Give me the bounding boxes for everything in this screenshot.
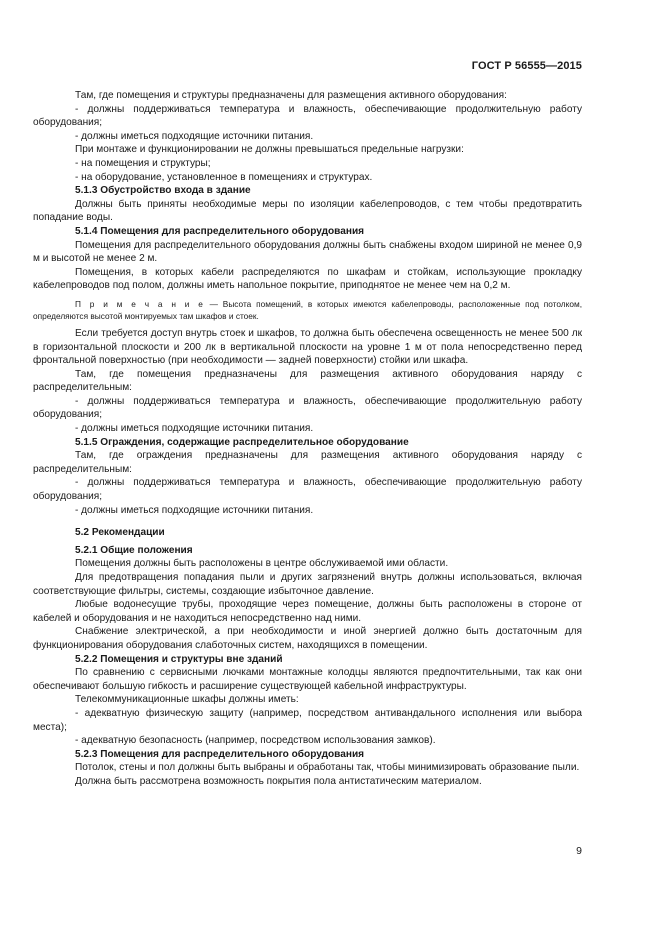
section-heading-5-2-3: 5.2.3 Помещения для распределительного оборудования [75, 748, 365, 760]
paragraph: Должны быть приняты необходимые меры по изоляции кабелепроводов, с тем чтобы предотвратить попадание воды. [33, 198, 582, 224]
paragraph: Там, где ограждения предназначены для размещения активного оборудования наряду с распределительным: [33, 450, 582, 475]
paragraph: При монтаже и функционировании не должны превышаться предельные нагрузки: [75, 144, 464, 156]
page-number: 9 [576, 845, 582, 857]
list-item: - должны иметься подходящие источники питания. [75, 423, 314, 435]
standard-number: ГОСТ Р 56555—2015 [471, 60, 582, 72]
section-heading-5-2: 5.2 Рекомендации [75, 527, 165, 539]
list-item: - должны иметься подходящие источники питания. [75, 130, 314, 142]
paragraph: Помещения для распределительного оборудования должны быть снабжены входом шириной не менее 0,9 м и высотой не менее 2 м. [33, 239, 582, 265]
paragraph: Помещения, в которых кабели распределяются по шкафам и стойкам, использующие прокладку кабелепроводов под полом, должны иметь напольное покрытие, приподнятое не менее чем на 0,2 м. [33, 266, 582, 292]
document-body [33, 89, 582, 789]
section-heading-5-1-4: 5.1.4 Помещения для распределительного оборудования [75, 225, 365, 237]
paragraph: Любые водонесущие трубы, проходящие через помещение, должны быть расположены в стороне от кабелей и оборудования и не находиться непосредственно над ними. [33, 599, 582, 624]
paragraph: Снабжение электрической, а при необходимости и иной энергией должно быть достаточным для функционирования оборудования слаботочных систем, находящихся в помещении. [33, 626, 582, 651]
note-label: П р и м е ч а н и е [75, 298, 205, 309]
section-heading-5-1-5: 5.1.5 Ограждения, содержащие распределительное оборудование [75, 436, 409, 448]
list-item: - на помещения и структуры; [75, 157, 211, 169]
section-heading-5-2-1: 5.2.1 Общие положения [75, 544, 193, 556]
paragraph: Телекоммуникационные шкафы должны иметь: [75, 694, 299, 706]
list-item: - адекватную физическую защиту (например, посредством антивандального исполнения или выбора места); [33, 707, 582, 733]
paragraph: Должна быть рассмотрена возможность покрытия пола антистатическим материалом. [75, 775, 482, 787]
list-item: - должны поддерживаться температура и влажность, обеспечивающие продолжительную работу оборудования; [33, 103, 582, 129]
paragraph: Потолок, стены и пол должны быть выбраны и обработаны так, чтобы минимизировать образование пыли. [75, 762, 580, 774]
list-item: - должны поддерживаться температура и влажность, обеспечивающие продолжительную работу оборудования; [33, 477, 582, 503]
paragraph: Там, где помещения и структуры предназначены для размещения активного оборудования: [75, 90, 507, 101]
note [33, 298, 582, 322]
section-heading-5-2-2: 5.2.2 Помещения и структуры вне зданий [75, 653, 283, 665]
list-item: - должны иметься подходящие источники питания. [75, 504, 314, 516]
paragraph: Там, где помещения предназначены для размещения активного оборудования наряду с распределительным: [33, 368, 582, 394]
list-item: - адекватную безопасность (например, посредством использования замков). [75, 735, 436, 747]
paragraph: По сравнению с сервисными лючками монтажные колодцы являются предпочтительными, так как они обеспечивают большую гибкость и расширение существующей кабельной инфраструктуры. [33, 667, 582, 692]
note-text: — Высота помещений, в которых имеются кабелепроводы, расположенные под потолком, определяются высотой монтируемых там шкафов и стоек. [33, 298, 582, 321]
section-heading-5-1-3: 5.1.3 Обустройство входа в здание [75, 185, 251, 197]
list-item: - на оборудование, установленное в помещениях и структурах. [75, 171, 373, 183]
paragraph: Помещения должны быть расположены в центре обслуживаемой ими области. [75, 558, 449, 570]
paragraph: Для предотвращения попадания пыли и других загрязнений внутрь должны использоваться, включая соответствующие фильтры, системы, создающие избыточное давление. [33, 572, 582, 597]
list-item: - должны поддерживаться температура и влажность, обеспечивающие продолжительную работу оборудования; [33, 395, 582, 421]
paragraph: Если требуется доступ внутрь стоек и шкафов, то должна быть обеспечена освещенность не менее 500 лк в горизонтальной плоскости и 200 лк в вертикальной плоскости на уровне 1 м от пола непосредственно перед фронтальной поверхностью (при необходимости — задней поверхности) стойки или шкафа. [33, 327, 582, 367]
